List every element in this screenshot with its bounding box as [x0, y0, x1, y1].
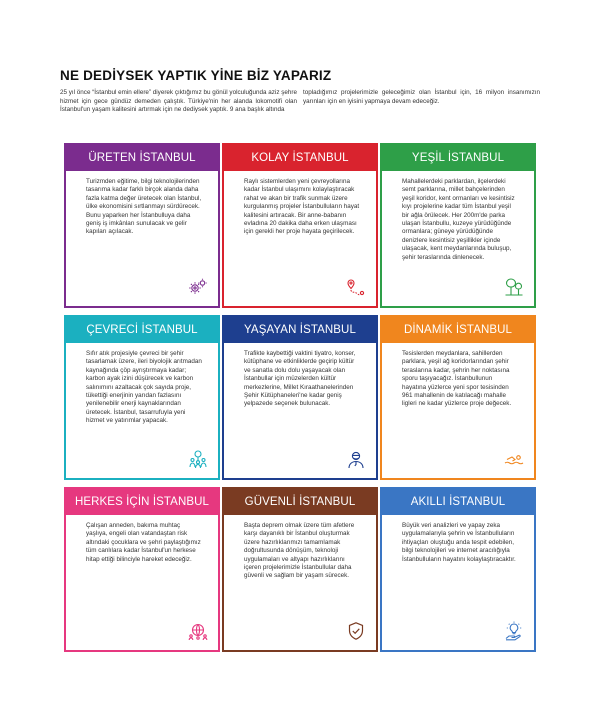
card-ureten-istanbul	[64, 143, 220, 308]
card-text: Tesislerden meydanlara, sahillerden parklara, yeşil ağ koridorlarından şehir teraslarına kadar, şehrin her noktasına sporu taşıyacağız. İstanbullunun hayatına yüzlerce yeni spor tesisinden 961 mahallenin de katılacağı mahalle ligleri ne kadar yüzlerce proje değecek.	[402, 350, 512, 408]
card-text: Büyük veri analizleri ve yapay zeka uygulamalarıyla şehrin ve İstanbulluların ihtiyaçları oluştuğu anda tespit edebilen, bilgi teknolojileri ve internet aracılığıyla İstanbulluların hayatını kolaylaştıracaktır.	[402, 522, 516, 563]
globe-people-icon	[188, 621, 208, 641]
card-text: Turizmden eğitime, bilgi teknolojilerinden tasarıma kadar farklı birçok alanda daha fazla katma değer üretecek olan İstanbul, ülke ekonomisini sırtlanmayı sürdürecek. Bunu yaparken her İstanbulluya daha geniş iş imkânları sunulacak ve gelir kapıları açılacak.	[86, 178, 202, 236]
card-dinamik-istanbul	[380, 315, 536, 480]
swimmer-icon	[504, 449, 524, 469]
card-title: AKILLI İSTANBUL	[382, 489, 534, 515]
card-yasayan-istanbul	[222, 315, 378, 480]
shield-check-icon	[346, 621, 366, 641]
card-text: Çalışan anneden, bakıma muhtaç yaşlıya, engeli olan vatandaştan risk altındaki çocuklara ve şehri paylaştığımız tüm canlılara kadar İstanbul'un herkese hitap ettiği bilinciyle hareket edeceğiz.	[86, 522, 201, 563]
card-guvenli-istanbul	[222, 487, 378, 652]
card-title: ÜRETEN İSTANBUL	[66, 145, 218, 171]
card-text: Sıfır atık projesiyle çevreci bir şehir tasarlamak üzere, ileri biyolojik arıtmadan kaynağında çöp ayrıştırmaya kadar; karbon ayak izini düşürecek ve karbon salınımını azaltacak çok sayıda proje, tükettiği enerjinin yarıdan fazlasını yenilenebilir enerji kaynaklarından üretecek. İstanbul, tasarrufuyla yeni hizmet ve yatırımlar yapacak.	[86, 350, 202, 425]
lightbulb-hand-icon	[504, 621, 524, 641]
page-title: NE DEDİYSEK YAPTIK YİNE BİZ YAPARIZ	[60, 68, 332, 83]
people-tree-icon	[188, 449, 208, 469]
card-text: Raylı sistemlerden yeni çevreyollarına kadar İstanbul ulaşımını kolaylaştıracak rahat ve akan bir trafik sunmak üzere kurgulanmış projeler İstanbulluların hayat kalitesini artıracak. Bir anne-babanın evladına 20 dakika daha erken ulaşması için gerekli her proje hayata geçirilecek.	[244, 178, 360, 236]
intro-text-right: topladığımız projelerimizle geleceğimiz olan İstanbul için, 16 milyon insanımızın yarınları için en iyisini yapmaya devam edeceğiz.	[303, 89, 540, 105]
card-title: YAŞAYAN İSTANBUL	[224, 317, 376, 343]
card-title: GÜVENLİ İSTANBUL	[224, 489, 376, 515]
card-title: HERKES İÇİN İSTANBUL	[66, 489, 218, 515]
intro-text-left: 25 yıl önce “İstanbul emin ellere” diyerek çıktığımız bu gönül yolculuğunda aziz şehre hizmet için gece gündüz demeden çalıştık. Türkiye'nin her alanda lokomotifi olan İstanbul'un yaşam kalitesini artırmak için ne dediysek yaptık. 9 ana başlık altında	[60, 89, 297, 114]
card-yesil-istanbul	[380, 143, 536, 308]
card-cevreci-istanbul	[64, 315, 220, 480]
card-title: KOLAY İSTANBUL	[224, 145, 376, 171]
gears-icon	[188, 277, 208, 297]
card-title: YEŞİL İSTANBUL	[382, 145, 534, 171]
route-pin-icon	[346, 277, 366, 297]
card-text: Mahallelerdeki parklardan, ilçelerdeki semt parklarına, millet bahçelerinden yeşil koridor, kent ormanları ve kesintisiz kıyı projelerine kadar tüm İstanbul yeşil bir ağla örülecek. Her 200m'de parka ulaşan İstanbullu, kuzeye yürüdüğünde ormanlara; güneye yürüdüğünde denizlere kesintisiz yeşillikler içinde ulaşacak, kent meydanlarında buluşup, şehir teraslarında dinlenecek.	[402, 178, 515, 261]
card-title: ÇEVRECİ İSTANBUL	[66, 317, 218, 343]
person-icon	[346, 449, 366, 469]
card-text: Başta deprem olmak üzere tüm afetlere karşı dayanıklı bir İstanbul oluşturmak üzere hazırlıklarımızı tamamlamak doğrultusunda dönüşüm, teknoloji uygulamaları ve altyapı hazırlıklarını içeren projelerimizle İstanbullular daha güvenli ve sağlam bir yaşam sürecek.	[244, 522, 355, 580]
card-kolay-istanbul	[222, 143, 378, 308]
card-title: DİNAMİK İSTANBUL	[382, 317, 534, 343]
card-herkes-icin-istanbul	[64, 487, 220, 652]
trees-icon	[504, 277, 524, 297]
card-akilli-istanbul	[380, 487, 536, 652]
card-text: Trafikte kaybettiği vaktini tiyatro, konser, kütüphane ve etkinliklerde geçirip kültür ve sanatla dolu dolu yaşayacak olan İstanbullar için müzelerden kültür merkezlerine, Millet Kıraathanelerinden Şehir Kütüphaneleri'ne kadar geniş yelpazede seçenek bulunacak.	[244, 350, 356, 408]
